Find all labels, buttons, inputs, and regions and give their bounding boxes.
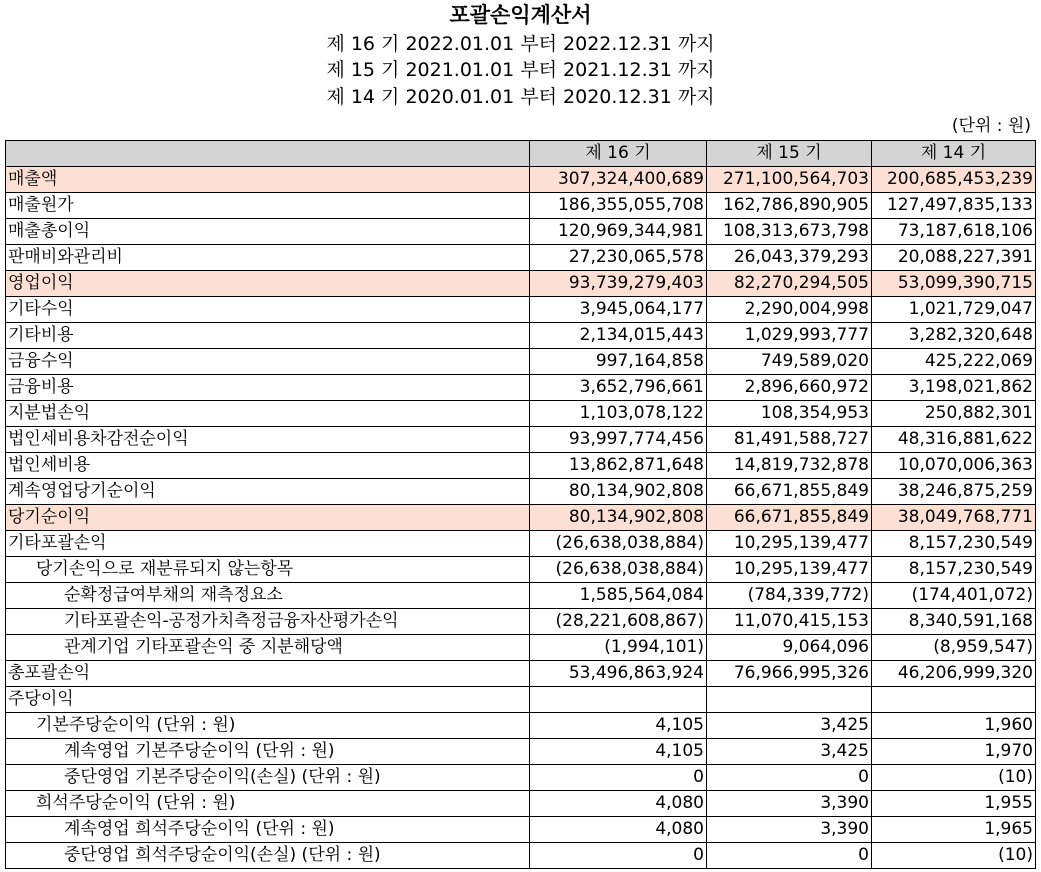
table-row [6,531,1036,557]
table-row [6,479,1036,505]
row-value-col-1: 1,585,564,084 [530,583,707,609]
row-value-col-3: 38,246,875,259 [872,479,1036,505]
row-value-col-2: 0 [707,765,872,791]
row-label: 중단영업 희석주당순이익(손실) (단위 : 원) [6,843,530,869]
row-value-col-2: 3,425 [707,739,872,765]
table-row [6,193,1036,219]
row-label: 계속영업 희석주당순이익 (단위 : 원) [6,817,530,843]
row-value-col-1: 997,164,858 [530,349,707,375]
row-value-col-1: 4,105 [530,713,707,739]
column-header-15: 제 15 기 [707,141,872,167]
row-label: 기타비용 [6,323,530,349]
row-label: 법인세비용차감전순이익 [6,427,530,453]
header-blank-cell [6,141,530,167]
table-row [6,817,1036,843]
row-value-col-2: 66,671,855,849 [707,479,872,505]
row-label: 금융수익 [6,349,530,375]
table-row [6,245,1036,271]
row-value-col-3: 1,960 [872,713,1036,739]
row-value-col-2: 2,290,004,998 [707,297,872,323]
period-line-14: 제 14 기 2020.01.01 부터 2020.12.31 까지 [326,86,715,108]
table-row [6,349,1036,375]
row-value-col-2: 66,671,855,849 [707,505,872,531]
row-value-col-3: (10) [872,843,1036,869]
row-value-col-2: 10,295,139,477 [707,531,872,557]
row-value-col-2: 3,390 [707,817,872,843]
row-value-col-2: 9,064,096 [707,635,872,661]
row-value-col-3: 73,187,618,106 [872,219,1036,245]
row-label: 주당이익 [6,687,530,713]
row-value-col-1: 4,105 [530,739,707,765]
row-label: 기본주당순이익 (단위 : 원) [6,713,530,739]
table-row [6,271,1036,297]
column-header-14: 제 14 기 [872,141,1036,167]
table-row [6,167,1036,193]
row-value-col-1: 0 [530,843,707,869]
row-label: 판매비와관리비 [6,245,530,271]
table-row [6,323,1036,349]
table-row [6,505,1036,531]
table-row [6,739,1036,765]
table-row [6,297,1036,323]
row-value-col-3: 20,088,227,391 [872,245,1036,271]
table-row [6,765,1036,791]
row-value-col-2: 3,390 [707,791,872,817]
table-row [6,687,1036,713]
row-label: 기타포괄손익-공정가치측정금융자산평가손익 [6,609,530,635]
income-statement-table [5,140,1036,869]
row-value-col-2: 3,425 [707,713,872,739]
row-value-col-3: (174,401,072) [872,583,1036,609]
row-value-col-2: 10,295,139,477 [707,557,872,583]
statement-title: 포괄손익계산서 [449,3,592,27]
table-row [6,557,1036,583]
row-label: 기타포괄손익 [6,531,530,557]
row-value-col-2: 11,070,415,153 [707,609,872,635]
row-value-col-2 [707,687,872,713]
row-value-col-3: 46,206,999,320 [872,661,1036,687]
row-value-col-1: 120,969,344,981 [530,219,707,245]
row-label: 총포괄손익 [6,661,530,687]
row-label: 매출액 [6,167,530,193]
row-label: 매출원가 [6,193,530,219]
row-value-col-1: 93,997,774,456 [530,427,707,453]
table-row [6,453,1036,479]
period-line-16: 제 16 기 2022.01.01 부터 2022.12.31 까지 [326,33,715,55]
row-value-col-2: 26,043,379,293 [707,245,872,271]
row-value-col-3: 127,497,835,133 [872,193,1036,219]
row-value-col-2: 14,819,732,878 [707,453,872,479]
row-value-col-3: (10) [872,765,1036,791]
row-value-col-3: 1,970 [872,739,1036,765]
row-value-col-3: 1,955 [872,791,1036,817]
row-value-col-1: 80,134,902,808 [530,479,707,505]
row-value-col-1: (26,638,038,884) [530,557,707,583]
row-label: 당기순이익 [6,505,530,531]
row-value-col-3: 38,049,768,771 [872,505,1036,531]
row-label: 당기손익으로 재분류되지 않는항목 [6,557,530,583]
row-value-col-2: 749,589,020 [707,349,872,375]
row-value-col-1: 3,652,796,661 [530,375,707,401]
row-label: 금융비용 [6,375,530,401]
row-value-col-1: (28,221,608,867) [530,609,707,635]
row-value-col-1: 4,080 [530,791,707,817]
row-value-col-1: 13,862,871,648 [530,453,707,479]
row-label: 매출총이익 [6,219,530,245]
row-value-col-1: 4,080 [530,817,707,843]
row-value-col-3: 3,282,320,648 [872,323,1036,349]
row-value-col-2: 2,896,660,972 [707,375,872,401]
row-value-col-1: (26,638,038,884) [530,531,707,557]
row-value-col-1: (1,994,101) [530,635,707,661]
row-value-col-3: 200,685,453,239 [872,167,1036,193]
period-line-15: 제 15 기 2021.01.01 부터 2021.12.31 까지 [326,59,715,81]
row-value-col-2: (784,339,772) [707,583,872,609]
table-row [6,791,1036,817]
row-value-col-3: 1,021,729,047 [872,297,1036,323]
row-value-col-1: 80,134,902,808 [530,505,707,531]
row-value-col-2: 0 [707,843,872,869]
row-value-col-2: 162,786,890,905 [707,193,872,219]
row-label: 희석주당순이익 (단위 : 원) [6,791,530,817]
row-value-col-3: (8,959,547) [872,635,1036,661]
row-value-col-1: 27,230,065,578 [530,245,707,271]
row-value-col-1: 307,324,400,689 [530,167,707,193]
row-value-col-3: 1,965 [872,817,1036,843]
row-label: 기타수익 [6,297,530,323]
table-row [6,843,1036,869]
unit-label: (단위 : 원) [951,116,1031,136]
table-row [6,219,1036,245]
row-value-col-3: 48,316,881,622 [872,427,1036,453]
row-value-col-3: 10,070,006,363 [872,453,1036,479]
row-value-col-3: 8,157,230,549 [872,531,1036,557]
row-value-col-2: 271,100,564,703 [707,167,872,193]
row-value-col-3: 250,882,301 [872,401,1036,427]
row-label: 영업이익 [6,271,530,297]
table-row [6,427,1036,453]
row-value-col-2: 108,313,673,798 [707,219,872,245]
row-value-col-1: 2,134,015,443 [530,323,707,349]
row-value-col-3: 425,222,069 [872,349,1036,375]
table-header-row [6,141,1036,167]
row-value-col-3: 3,198,021,862 [872,375,1036,401]
row-value-col-1: 53,496,863,924 [530,661,707,687]
row-value-col-2: 108,354,953 [707,401,872,427]
row-value-col-1: 93,739,279,403 [530,271,707,297]
row-value-col-3: 8,157,230,549 [872,557,1036,583]
table-row [6,635,1036,661]
row-label: 법인세비용 [6,453,530,479]
row-value-col-2: 76,966,995,326 [707,661,872,687]
row-label: 지분법손익 [6,401,530,427]
row-label: 중단영업 기본주당순이익(손실) (단위 : 원) [6,765,530,791]
row-label: 관계기업 기타포괄손익 중 지분해당액 [6,635,530,661]
row-value-col-2: 1,029,993,777 [707,323,872,349]
row-label: 계속영업당기순이익 [6,479,530,505]
row-value-col-1: 3,945,064,177 [530,297,707,323]
row-value-col-2: 82,270,294,505 [707,271,872,297]
table-row [6,583,1036,609]
row-value-col-3: 53,099,390,715 [872,271,1036,297]
row-value-col-1: 1,103,078,122 [530,401,707,427]
table-row [6,713,1036,739]
table-row [6,609,1036,635]
row-value-col-3 [872,687,1036,713]
row-label: 계속영업 기본주당순이익 (단위 : 원) [6,739,530,765]
table-row [6,401,1036,427]
table-row [6,661,1036,687]
row-value-col-1: 0 [530,765,707,791]
row-value-col-3: 8,340,591,168 [872,609,1036,635]
row-label: 순확정급여부채의 재측정요소 [6,583,530,609]
table-row [6,375,1036,401]
column-header-16: 제 16 기 [530,141,707,167]
row-value-col-1: 186,355,055,708 [530,193,707,219]
row-value-col-1 [530,687,707,713]
row-value-col-2: 81,491,588,727 [707,427,872,453]
